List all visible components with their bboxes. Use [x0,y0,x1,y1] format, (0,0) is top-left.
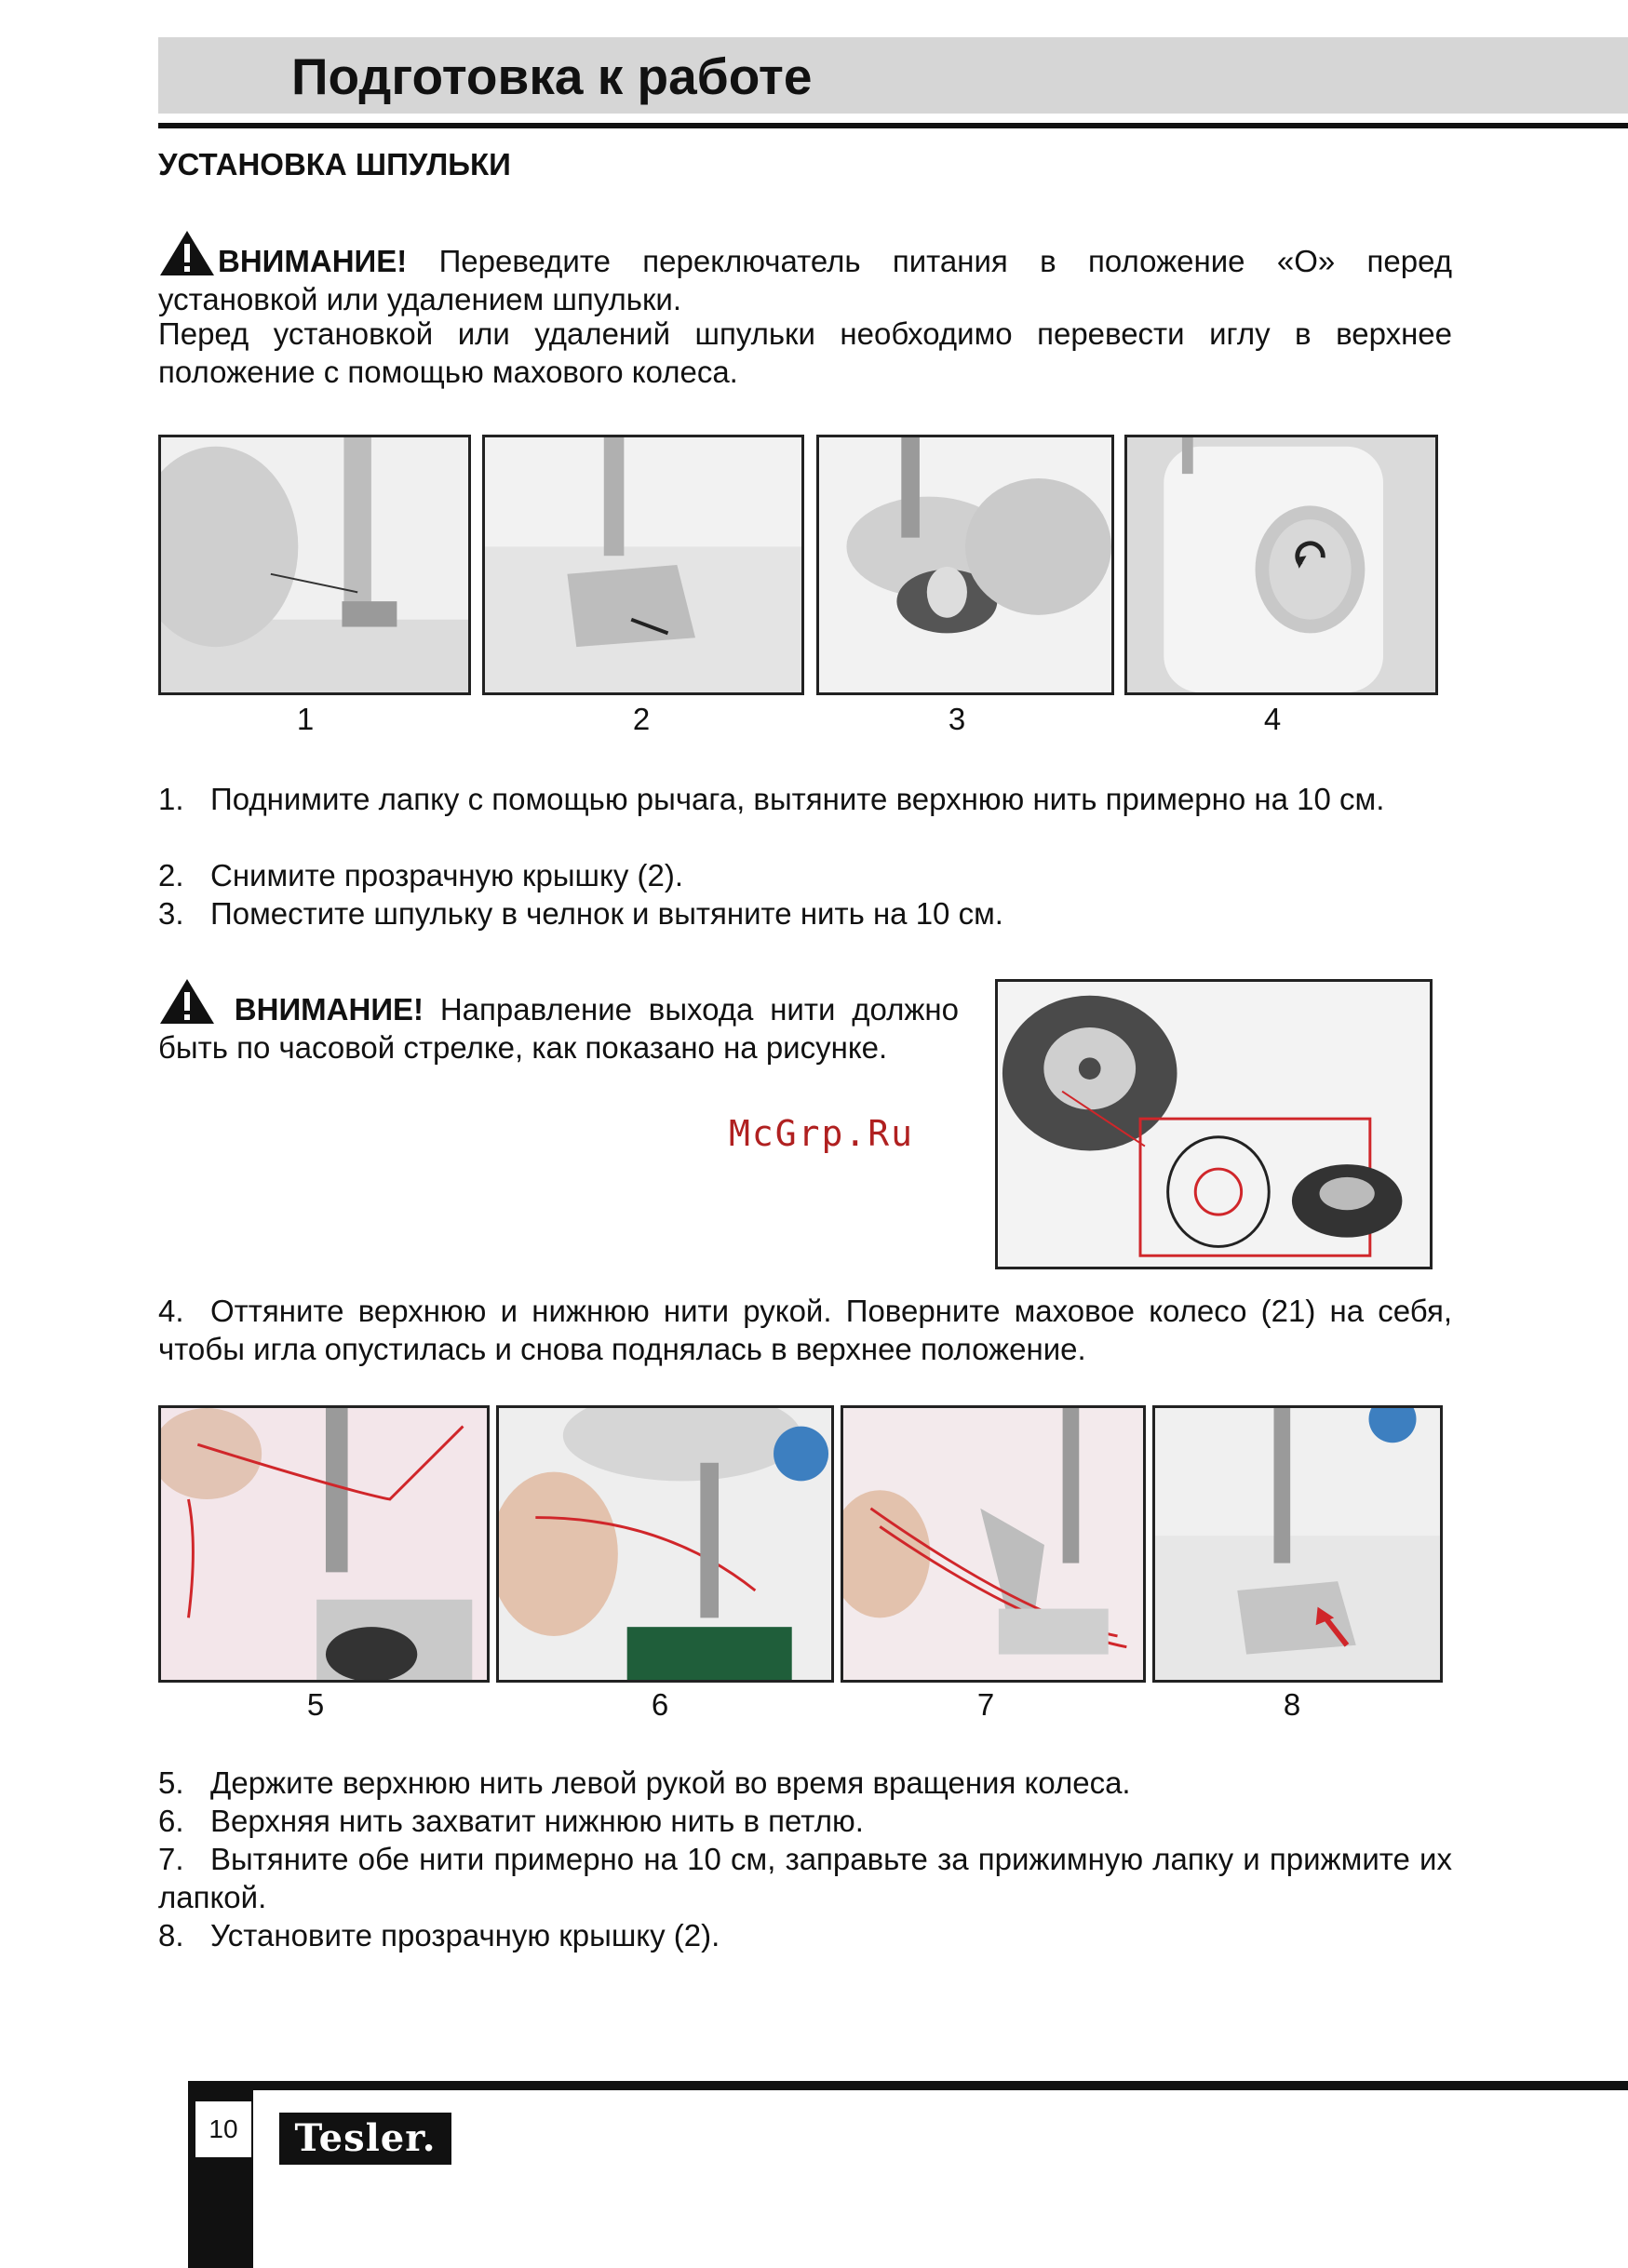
list-item-text: Установите прозрачную крышку (2). [210,1918,720,1953]
warning-icon [158,229,216,277]
figure-8-image [1152,1405,1443,1683]
warning-text-2: Направление выхода нити должно быть по часовой стрелке, как показано на рисунке. [158,992,959,1065]
warning-paragraph-1 [158,229,1452,318]
page-number: 10 [195,2101,251,2157]
list-item-number: 4. [158,1294,184,1328]
figure-1-caption: 1 [296,702,315,736]
list-item [158,1840,1452,1916]
figure-5-image [158,1405,490,1683]
bobbin-direction-image [995,979,1433,1269]
brand-logo: Tesler. [279,2113,451,2165]
warning-label-1: ВНИМАНИЕ! [218,244,408,278]
page-title: Подготовка к работе [291,47,813,105]
list-item [158,894,1452,933]
warning-text-1: Переведите переключатель питания в положение «О» перед установкой или удалением шпульки. [158,244,1452,316]
list-item-number: 5. [158,1765,184,1800]
list-item-number: 8. [158,1918,184,1953]
warning-icon [158,977,216,1026]
section-title: УСТАНОВКА ШПУЛЬКИ [158,147,511,181]
list-item [158,1802,1452,1840]
list-item [158,856,1452,894]
warning-label-2: ВНИМАНИЕ! [234,992,424,1027]
list-item-text: Держите верхнюю нить левой рукой во время вращения колеса. [210,1765,1131,1800]
watermark: McGrp.Ru [729,1113,915,1154]
list-item-text: Верхняя нить захватит нижнюю нить в петлю. [210,1804,864,1838]
warning-paragraph-1b: Перед установкой или удалений шпульки необходимо перевести иглу в верхнее положение с помощью махового колеса. [158,316,1452,389]
list-item [158,1292,1452,1368]
figure-6-image [496,1405,834,1683]
figure-1-image [158,435,471,695]
list-item-number: 7. [158,1842,184,1876]
figure-7-image [841,1405,1146,1683]
list-item-text: Поднимите лапку с помощью рычага, вытяните верхнюю нить примерно на 10 см. [210,782,1385,816]
list-item-number: 1. [158,782,184,816]
figure-6-caption: 6 [651,1687,669,1722]
list-item [158,1916,1452,1954]
list-item-text: Снимите прозрачную крышку (2). [210,858,683,892]
figure-2-caption: 2 [632,702,651,736]
footer-divider [188,2081,1628,2090]
list-item [158,1764,1452,1802]
list-item-number: 3. [158,896,184,931]
figure-3-caption: 3 [948,702,966,736]
figure-7-caption: 7 [976,1687,995,1722]
list-item [158,780,1452,818]
figure-5-caption: 5 [306,1687,325,1722]
list-item-number: 6. [158,1804,184,1838]
figure-3-image [816,435,1114,695]
list-item-text: Поместите шпульку в челнок и вытяните нить на 10 см. [210,896,1003,931]
figure-8-caption: 8 [1283,1687,1301,1722]
header-divider [158,123,1628,128]
figure-4-caption: 4 [1263,702,1282,736]
figure-4-image [1124,435,1438,695]
figure-2-image [482,435,804,695]
list-item-text: Оттяните верхнюю и нижнюю нити рукой. Поверните маховое колесо (21) на себя, чтобы игла опустилась и снова поднялась в верхнее положение. [158,1294,1452,1366]
list-item-text: Вытяните обе нити примерно на 10 см, заправьте за прижимную лапку и прижмите их лапкой. [158,1842,1452,1914]
list-item-number: 2. [158,858,184,892]
warning-paragraph-2 [158,977,959,1067]
